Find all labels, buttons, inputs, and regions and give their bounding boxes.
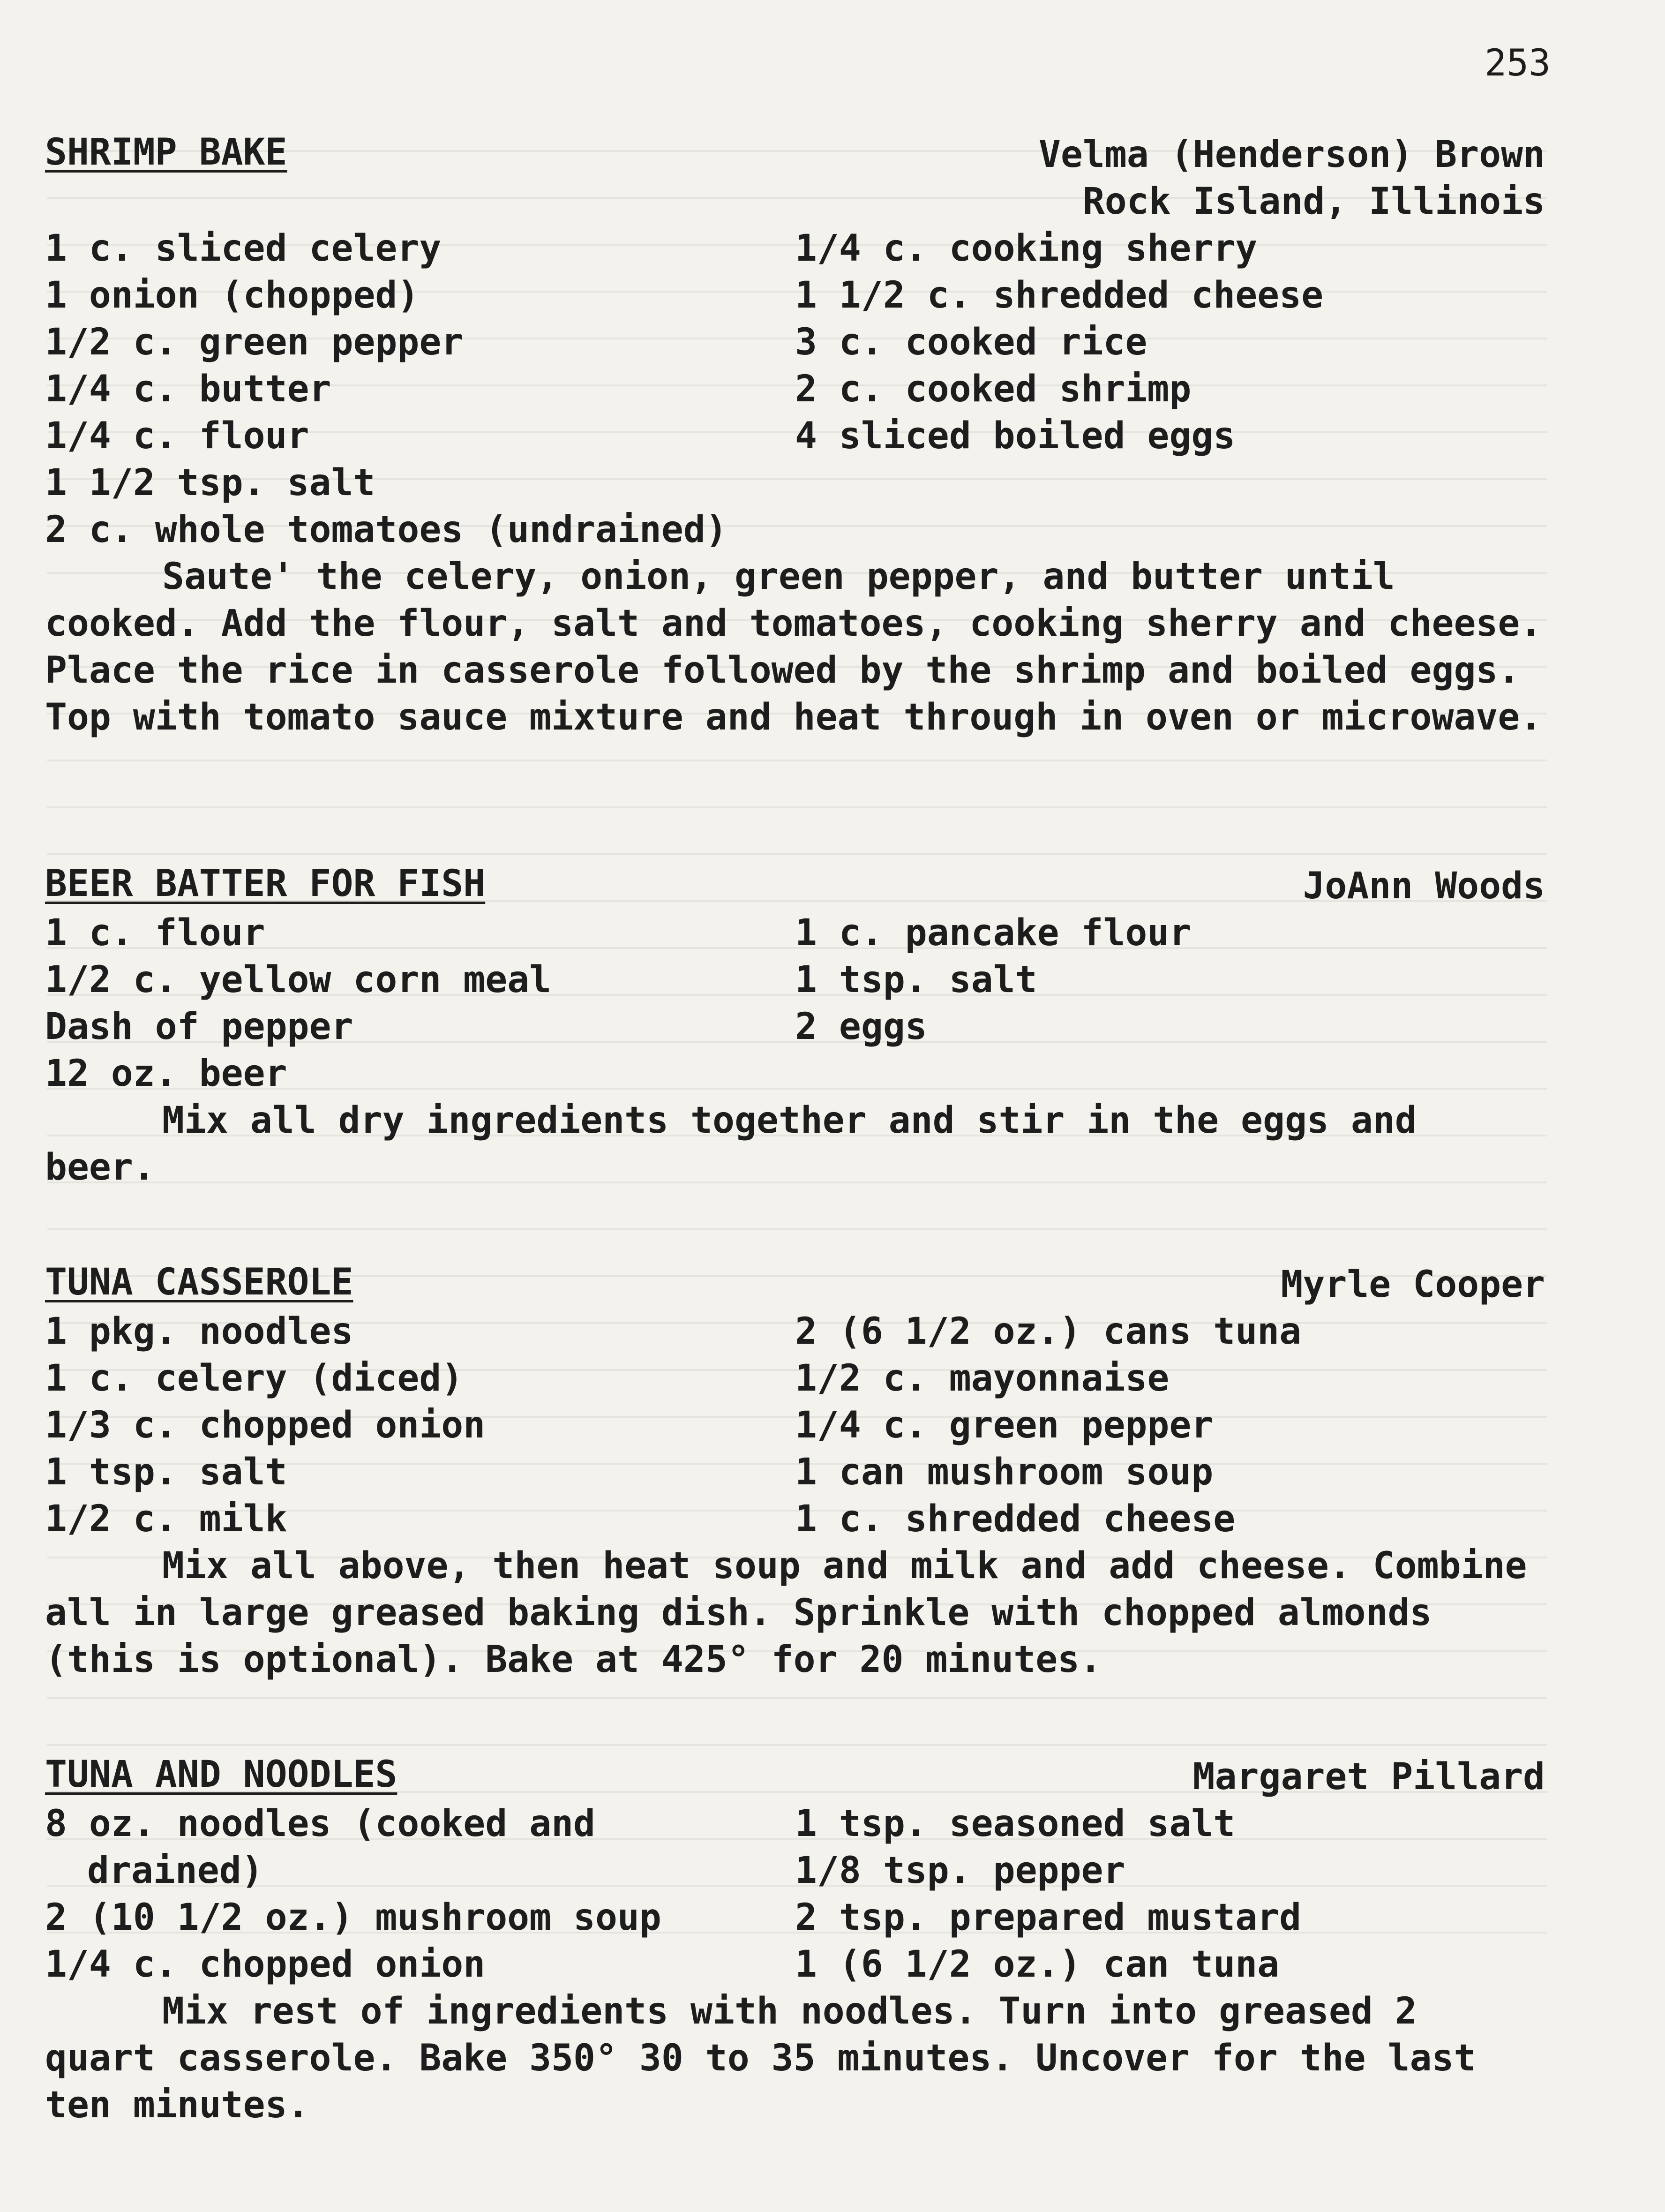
ingredient: 1 can mushroom soup (795, 1451, 1214, 1493)
recipe-instructions: Mix all above, then heat soup and milk and add cheese. Combine all in large greased baking dish. Sprinkle with chopped almonds (this is optional). Bake at 425° for 20 minutes. (45, 1545, 1527, 1681)
ingredient: 1 (6 1/2 oz.) can tuna (795, 1943, 1280, 1986)
ingredients-left (45, 225, 795, 553)
ingredient: 1 1/2 tsp. salt (45, 462, 375, 504)
recipe-author: Margaret Pillard (1192, 1756, 1545, 1798)
recipe-header (45, 1753, 1545, 1800)
recipe-author: Myrle Cooper (1281, 1264, 1545, 1306)
author-location: Rock Island, Illinois (1082, 181, 1545, 223)
ingredients-right (795, 1308, 1545, 1542)
ingredients-right (795, 910, 1545, 1097)
ingredient: 1 onion (chopped) (45, 274, 420, 316)
recipe-title: TUNA AND NOODLES (45, 1753, 398, 1796)
ingredients-left (45, 910, 795, 1097)
ingredient: 1 tsp. seasoned salt (795, 1803, 1236, 1845)
ingredient: 1 c. flour (45, 912, 265, 954)
ingredient: 2 c. whole tomatoes (undrained) (45, 509, 728, 551)
recipe-title: TUNA CASSEROLE (45, 1261, 353, 1303)
ingredient: 2 (10 1/2 oz.) mushroom soup (45, 1896, 661, 1939)
recipe-title: SHRIMP BAKE (45, 131, 287, 173)
ingredient: 1/2 c. green pepper (45, 321, 464, 363)
ingredient: 1 tsp. salt (795, 959, 1037, 1001)
recipe-tuna-casserole (45, 1261, 1545, 1683)
ingredient: Dash of pepper (45, 1006, 353, 1048)
ingredients-right (795, 1800, 1545, 1988)
recipe-author: JoAnn Woods (1303, 865, 1545, 907)
ingredients (45, 1308, 1545, 1542)
recipe-instructions: Mix rest of ingredients with noodles. Turn into greased 2 quart casserole. Bake 350° 30 to 35 minutes. Uncover for the last ten minutes. (45, 1990, 1476, 2126)
ingredients-right (795, 225, 1545, 553)
ingredient: 1/3 c. chopped onion (45, 1404, 486, 1446)
ingredient: 1/8 tsp. pepper (795, 1850, 1125, 1892)
recipe-beer-batter (45, 863, 1545, 1191)
ingredient: 1/4 c. flour (45, 415, 309, 457)
ingredient: 1 c. pancake flour (795, 912, 1192, 954)
recipe-instructions: Saute' the celery, onion, green pepper, and butter until cooked. Add the flour, salt and tomatoes, cooking sherry and cheese. Place the rice in casserole followed by the shrimp and boiled eggs. Top with tomato sauce mixture and heat through in oven or microwave. (45, 556, 1542, 738)
ingredient: 1/2 c. yellow corn meal (45, 959, 552, 1001)
ingredient: 1 c. shredded cheese (795, 1498, 1236, 1540)
ingredient: 1/4 c. cooking sherry (795, 227, 1258, 270)
recipe-tuna-and-noodles (45, 1753, 1545, 2129)
recipe-header (45, 131, 1545, 225)
ingredients (45, 910, 1545, 1097)
ingredient: 1 c. sliced celery (45, 227, 442, 270)
ingredient: 1 tsp. salt (45, 1451, 287, 1493)
ingredients-left (45, 1308, 795, 1542)
ingredient: 1/2 c. mayonnaise (795, 1357, 1170, 1399)
ingredient: 2 c. cooked shrimp (795, 368, 1192, 410)
ingredient: 1 pkg. noodles (45, 1310, 353, 1353)
ingredient: 1 c. celery (diced) (45, 1357, 464, 1399)
ingredient: 1/2 c. milk (45, 1498, 287, 1540)
ingredient: 2 (6 1/2 oz.) cans tuna (795, 1310, 1302, 1353)
ingredient: 1/4 c. green pepper (795, 1404, 1214, 1446)
recipe-header (45, 1261, 1545, 1308)
recipe-shrimp-bake (45, 131, 1545, 741)
ingredient: 4 sliced boiled eggs (795, 415, 1236, 457)
ingredient: 12 oz. beer (45, 1053, 287, 1095)
ingredient-continued: drained) (87, 1850, 263, 1892)
ingredients-left (45, 1800, 795, 1988)
ingredient: 3 c. cooked rice (795, 321, 1148, 363)
ingredient: 1/4 c. butter (45, 368, 331, 410)
ingredients (45, 1800, 1545, 1988)
ingredient: 1/4 c. chopped onion (45, 1943, 486, 1986)
recipe-header (45, 863, 1545, 910)
author-name: Velma (Henderson) Brown (1038, 134, 1545, 176)
ingredient: 1 1/2 c. shredded cheese (795, 274, 1324, 316)
ingredients (45, 225, 1545, 553)
page-number: 253 (1485, 42, 1551, 84)
recipe-title: BEER BATTER FOR FISH (45, 863, 486, 905)
recipe-author (1039, 131, 1545, 225)
ingredient: 8 oz. noodles (cooked and (45, 1803, 595, 1845)
recipe-instructions: Mix all dry ingredients together and stir in the eggs and beer. (45, 1099, 1417, 1189)
ingredient: 2 tsp. prepared mustard (795, 1896, 1302, 1939)
ingredient: 2 eggs (795, 1006, 927, 1048)
